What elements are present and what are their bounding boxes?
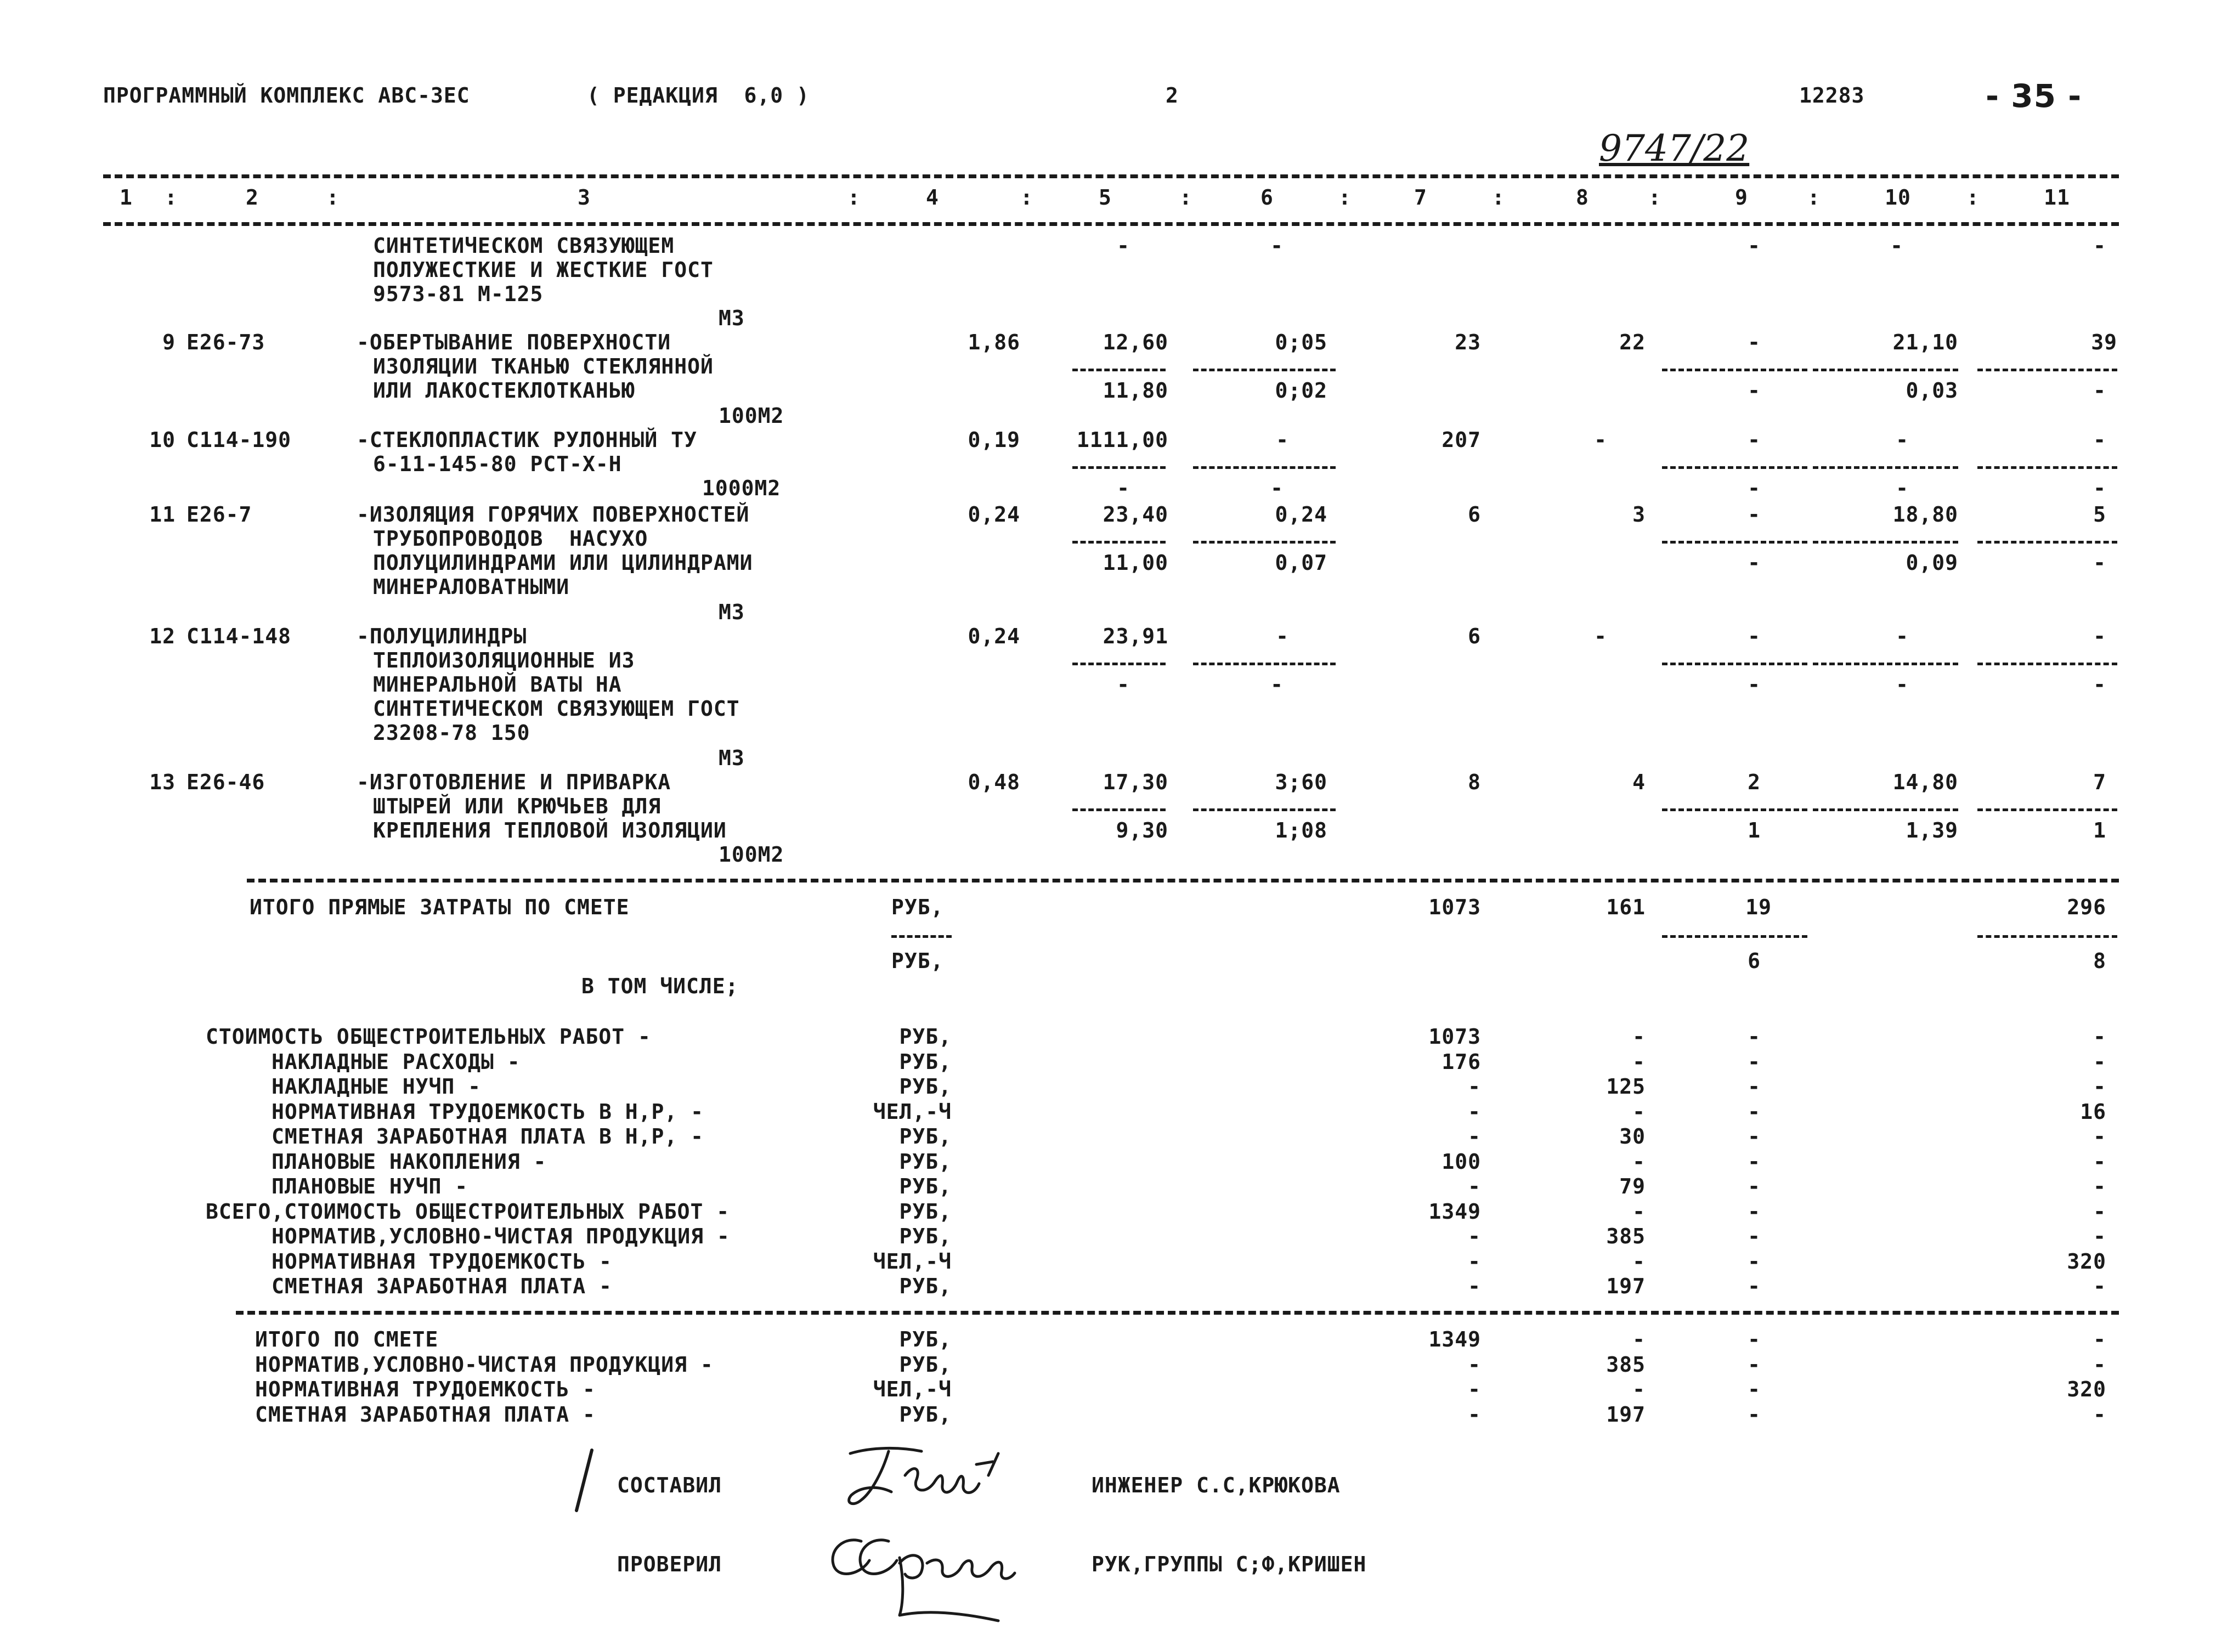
summary-col9: - <box>1748 1124 1761 1149</box>
subvalue-rule <box>891 935 952 938</box>
summary-col8: - <box>1632 1199 1646 1224</box>
summary-label: ПЛАНОВЫЕ НУЧП - <box>272 1174 468 1198</box>
totals-col11: - <box>2093 1327 2106 1351</box>
summary-unit: ЧЕЛ,-Ч <box>873 1099 952 1124</box>
summary-col8: 79 <box>1619 1174 1646 1198</box>
cell-col7: 207 <box>1441 428 1481 452</box>
subvalue-rule <box>1193 808 1336 811</box>
page-number: - 35 - <box>1986 77 2082 115</box>
summary-col7: 1349 <box>1428 1199 1481 1224</box>
direct-total-label: ИТОГО ПРЯМЫЕ ЗАТРАТЫ ПО СМЕТЕ <box>250 895 630 919</box>
totals-label: НОРМАТИВНАЯ ТРУДОЕМКОСТЬ - <box>255 1377 596 1401</box>
subvalue-rule <box>1072 663 1166 665</box>
cell-col9-sub: - <box>1748 378 1761 403</box>
row-code: Е26-46 <box>186 770 265 794</box>
cell-col9: - <box>1748 502 1761 527</box>
subvalue-rule <box>1977 935 2117 938</box>
subvalue-rule <box>1813 663 1958 665</box>
summary-col8: - <box>1632 1025 1646 1049</box>
summary-unit: РУБ, <box>899 1274 952 1298</box>
cell-quantity: 0,48 <box>968 770 1020 794</box>
subvalue-rule <box>1977 466 2117 469</box>
summary-label: СМЕТНАЯ ЗАРАБОТНАЯ ПЛАТА В Н,Р, - <box>272 1124 704 1149</box>
summary-col11: - <box>2093 1049 2106 1074</box>
row-description-line: 23208-78 150 <box>373 721 530 745</box>
cell-col5: 17,30 <box>1103 770 1168 794</box>
row-description-line: СИНТЕТИЧЕСКОМ СВЯЗУЮЩЕМ <box>373 234 675 258</box>
cell-col5: 1111,00 <box>1076 428 1168 452</box>
row-description-line: СИНТЕТИЧЕСКОМ СВЯЗУЮЩЕМ ГОСТ <box>373 697 740 721</box>
row-number: 13 <box>149 770 176 794</box>
row-unit-below: 100М2 <box>719 842 784 867</box>
direct-total-col11-sub: 8 <box>2093 949 2106 973</box>
totals-label: НОРМАТИВ,УСЛОВНО-ЧИСТАЯ ПРОДУКЦИЯ - <box>255 1352 714 1377</box>
totals-col8: - <box>1632 1327 1646 1351</box>
summary-col8: 197 <box>1606 1274 1646 1298</box>
summary-col11: - <box>2093 1025 2106 1049</box>
summary-col11: - <box>2093 1174 2106 1198</box>
subvalue-rule <box>1813 466 1958 469</box>
cell-col8: - <box>1594 624 1607 648</box>
row-description-line: ПОЛУЦИЛИНДРАМИ ИЛИ ЦИЛИНДРАМИ <box>373 551 753 575</box>
cell-col8: - <box>1594 428 1607 452</box>
cell-col5-sub: 11,80 <box>1103 378 1168 403</box>
direct-total-col11: 296 <box>2067 895 2106 919</box>
subvalue-rule <box>1813 541 1958 544</box>
column-header-3: 3 <box>578 185 591 210</box>
cell-col5: 23,91 <box>1103 624 1168 648</box>
cell-col6-sub: 0;02 <box>1275 378 1327 403</box>
cell-col5: 12,60 <box>1103 330 1168 354</box>
summary-unit: РУБ, <box>899 1224 952 1248</box>
row-description-line: 6-11-145-80 РСТ-Х-Н <box>373 452 622 476</box>
cell-col11: 7 <box>2093 770 2106 794</box>
summary-label: НОРМАТИВНАЯ ТРУДОЕМКОСТЬ - <box>272 1249 612 1274</box>
direct-total-unit-sub: РУБ, <box>891 949 944 973</box>
cell-col11-sub: - <box>2093 551 2106 575</box>
summary-col8: 385 <box>1606 1224 1646 1248</box>
cell-col6: - <box>1270 234 1284 258</box>
row-description-line: ТРУБОПРОВОДОВ НАСУХО <box>373 527 648 551</box>
row-number: 12 <box>149 624 176 648</box>
cell-col10-sub: 0,09 <box>1906 551 1958 575</box>
summary-col9: - <box>1748 1274 1761 1298</box>
cell-col9: - <box>1748 234 1761 258</box>
column-header-7: 7 <box>1414 185 1427 210</box>
sheet-number: 2 <box>1166 83 1179 108</box>
column-separator: : <box>1807 185 1821 210</box>
row-number: 9 <box>162 330 176 354</box>
totals-label: СМЕТНАЯ ЗАРАБОТНАЯ ПЛАТА - <box>255 1402 596 1427</box>
direct-total-unit: РУБ, <box>891 895 944 919</box>
cell-col11: - <box>2093 428 2106 452</box>
cell-quantity: 0,24 <box>968 624 1020 648</box>
summary-col8: - <box>1632 1099 1646 1124</box>
column-header-5: 5 <box>1099 185 1112 210</box>
checker-signature <box>817 1519 1037 1623</box>
summary-col7: - <box>1468 1224 1481 1248</box>
cell-col11-sub: - <box>2093 378 2106 403</box>
totals-col11: - <box>2093 1402 2106 1427</box>
summary-unit: РУБ, <box>899 1174 952 1198</box>
cell-col10: - <box>1896 624 1909 648</box>
totals-col8: 385 <box>1606 1352 1646 1377</box>
summary-col7: 176 <box>1441 1049 1481 1074</box>
subvalue-rule <box>1662 808 1807 811</box>
cell-col9: - <box>1748 330 1761 354</box>
cell-col9-sub: - <box>1748 551 1761 575</box>
cell-col6-sub: - <box>1270 476 1284 500</box>
row-description-line: ШТЫРЕЙ ИЛИ КРЮЧЬЕВ ДЛЯ <box>373 794 662 818</box>
cell-col9: - <box>1748 428 1761 452</box>
cell-col5: 23,40 <box>1103 502 1168 527</box>
totals-unit: РУБ, <box>899 1352 952 1377</box>
cell-col7: 6 <box>1468 624 1481 648</box>
summary-unit: РУБ, <box>899 1149 952 1174</box>
summary-unit: РУБ, <box>899 1025 952 1049</box>
summary-label: СТОИМОСТЬ ОБЩЕСТРОИТЕЛЬНЫХ РАБОТ - <box>206 1025 651 1049</box>
row-description-line: 9573-81 М-125 <box>373 282 544 306</box>
cell-col11: 5 <box>2093 502 2106 527</box>
row-description-line: МИНЕРАЛЬНОЙ ВАТЫ НА <box>373 672 622 697</box>
summary-label: СМЕТНАЯ ЗАРАБОТНАЯ ПЛАТА - <box>272 1274 612 1298</box>
cell-col10: 18,80 <box>1892 502 1958 527</box>
column-separators: : <box>165 185 178 210</box>
cell-col9: 2 <box>1748 770 1761 794</box>
summary-unit: РУБ, <box>899 1049 952 1074</box>
cell-col6: 3;60 <box>1275 770 1327 794</box>
summary-col8: 125 <box>1606 1074 1646 1099</box>
cell-quantity: 0,19 <box>968 428 1020 452</box>
summary-col8: - <box>1632 1149 1646 1174</box>
summary-col7: - <box>1468 1249 1481 1274</box>
summary-unit: РУБ, <box>899 1074 952 1099</box>
compiled-by: ИНЖЕНЕР С.С,КРЮКОВА <box>1092 1473 1341 1497</box>
summary-col9: - <box>1748 1049 1761 1074</box>
cell-col10: - <box>1890 234 1903 258</box>
cell-col7: 6 <box>1468 502 1481 527</box>
summary-col11: 16 <box>2080 1099 2106 1124</box>
subvalue-rule <box>1977 808 2117 811</box>
cell-col10-sub: - <box>1896 672 1909 697</box>
cell-col8: 3 <box>1632 502 1646 527</box>
cell-col6: - <box>1276 624 1289 648</box>
checked-by: РУК,ГРУППЫ С;Ф,КРИШЕН <box>1092 1552 1367 1576</box>
summary-unit: РУБ, <box>899 1124 952 1149</box>
cell-col10: - <box>1896 428 1909 452</box>
subvalue-rule <box>1193 663 1336 665</box>
totals-col9: - <box>1748 1402 1761 1427</box>
cell-col10: 21,10 <box>1892 330 1958 354</box>
cell-col11: 39 <box>2091 330 2117 354</box>
summary-label: ВСЕГО,СТОИМОСТЬ ОБЩЕСТРОИТЕЛЬНЫХ РАБОТ - <box>206 1199 730 1224</box>
subvalue-rule <box>1662 541 1807 544</box>
summary-col9: - <box>1748 1224 1761 1248</box>
column-header-11: 11 <box>2044 185 2070 210</box>
totals-col9: - <box>1748 1327 1761 1351</box>
summary-label: НАКЛАДНЫЕ РАСХОДЫ - <box>272 1049 521 1074</box>
totals-col7: - <box>1468 1377 1481 1401</box>
checked-label: ПРОВЕРИЛ <box>617 1552 722 1576</box>
cell-col6: - <box>1276 428 1289 452</box>
summary-col9: - <box>1748 1174 1761 1198</box>
totals-col7: 1349 <box>1428 1327 1481 1351</box>
row-description-line: ИЗОЛЯЦИИ ТКАНЬЮ СТЕКЛЯННОЙ <box>373 354 714 378</box>
cell-col11-sub: - <box>2093 672 2106 697</box>
totals-col9: - <box>1748 1352 1761 1377</box>
including-label: В ТОМ ЧИСЛЕ; <box>581 974 739 998</box>
row-description-line: -ИЗОЛЯЦИЯ ГОРЯЧИХ ПОВЕРХНОСТЕЙ <box>357 502 750 527</box>
cell-col5-sub: 11,00 <box>1103 551 1168 575</box>
summary-col7: 100 <box>1441 1149 1481 1174</box>
row-description-line: -ОБЕРТЫВАНИЕ ПОВЕРХНОСТИ <box>357 330 671 354</box>
row-description-line: ТЕПЛОИЗОЛЯЦИОННЫЕ ИЗ <box>373 648 635 672</box>
subvalue-rule <box>1072 466 1166 469</box>
subvalue-rule <box>1662 935 1807 938</box>
cell-col10-sub: 1,39 <box>1906 818 1958 842</box>
direct-total-col7: 1073 <box>1428 895 1481 919</box>
totals-col7: - <box>1468 1402 1481 1427</box>
cell-col9: - <box>1748 624 1761 648</box>
totals-col9: - <box>1748 1377 1761 1401</box>
column-separator: : <box>326 185 340 210</box>
row-unit-above: М3 <box>719 306 745 330</box>
row-number: 11 <box>149 502 176 527</box>
summary-col9: - <box>1748 1249 1761 1274</box>
subvalue-rule <box>1977 369 2117 371</box>
row-description-line: ИЛИ ЛАКОСТЕКЛОТКАНЬЮ <box>373 378 635 403</box>
totals-label: ИТОГО ПО СМЕТЕ <box>255 1327 439 1351</box>
summary-col11: - <box>2093 1199 2106 1224</box>
summary-col11: 320 <box>2067 1249 2106 1274</box>
column-header-4: 4 <box>926 185 939 210</box>
row-description-line: КРЕПЛЕНИЯ ТЕПЛОВОЙ ИЗОЛЯЦИИ <box>373 818 727 842</box>
subvalue-rule <box>1072 369 1166 371</box>
cell-col5-sub: - <box>1117 672 1130 697</box>
row-unit-above: М3 <box>719 746 745 770</box>
totals-col8: 197 <box>1606 1402 1646 1427</box>
totals-col11: 320 <box>2067 1377 2106 1401</box>
row-description-line: -ИЗГОТОВЛЕНИЕ И ПРИВАРКА <box>357 770 671 794</box>
cell-col8: 4 <box>1632 770 1646 794</box>
totals-col11: - <box>2093 1352 2106 1377</box>
cell-col11: - <box>2093 234 2106 258</box>
summary-col7: 1073 <box>1428 1025 1481 1049</box>
subvalue-rule <box>1662 663 1807 665</box>
subvalue-rule <box>1662 369 1807 371</box>
slash-mark <box>573 1448 595 1514</box>
column-separator: : <box>1338 185 1352 210</box>
cell-col11: - <box>2093 624 2106 648</box>
cell-col11-sub: - <box>2093 476 2106 500</box>
cell-col6: 0,24 <box>1275 502 1327 527</box>
totals-unit: РУБ, <box>899 1327 952 1351</box>
row-code: Е26-7 <box>186 502 252 527</box>
summary-col11: - <box>2093 1124 2106 1149</box>
summary-col11: - <box>2093 1074 2106 1099</box>
summary-col9: - <box>1748 1099 1761 1124</box>
cell-col11-sub: 1 <box>2093 818 2106 842</box>
cell-quantity: 1,86 <box>968 330 1020 354</box>
subvalue-rule <box>1813 369 1958 371</box>
cell-col9-sub: - <box>1748 476 1761 500</box>
cell-col5: - <box>1117 234 1130 258</box>
summary-label: НОРМАТИВНАЯ ТРУДОЕМКОСТЬ В Н,Р, - <box>272 1099 704 1124</box>
row-description-line: ПОЛУЖЕСТКИЕ И ЖЕСТКИЕ ГОСТ <box>373 258 714 282</box>
summary-col8: - <box>1632 1249 1646 1274</box>
compiler-signature <box>839 1442 1020 1514</box>
summary-col9: - <box>1748 1199 1761 1224</box>
cell-col5-sub: 9,30 <box>1116 818 1168 842</box>
subvalue-rule <box>1977 663 2117 665</box>
cell-col10: 14,80 <box>1892 770 1958 794</box>
summary-unit: РУБ, <box>899 1199 952 1224</box>
summary-col9: - <box>1748 1025 1761 1049</box>
cell-col8: 22 <box>1619 330 1646 354</box>
summary-col8: - <box>1632 1049 1646 1074</box>
summary-col7: - <box>1468 1274 1481 1298</box>
cell-col7: 8 <box>1468 770 1481 794</box>
cell-col6: 0;05 <box>1275 330 1327 354</box>
subvalue-rule <box>1662 466 1807 469</box>
summary-col11: - <box>2093 1274 2106 1298</box>
column-separator: : <box>1179 185 1192 210</box>
subvalue-rule <box>1977 541 2117 544</box>
row-unit-above: 100М2 <box>719 404 784 428</box>
totals-unit: ЧЕЛ,-Ч <box>873 1377 952 1401</box>
subvalue-rule <box>1193 466 1336 469</box>
summary-label: НОРМАТИВ,УСЛОВНО-ЧИСТАЯ ПРОДУКЦИЯ - <box>272 1224 730 1248</box>
column-header-10: 10 <box>1885 185 1911 210</box>
cell-col6-sub: 0,07 <box>1275 551 1327 575</box>
summary-label: ПЛАНОВЫЕ НАКОПЛЕНИЯ - <box>272 1149 547 1174</box>
row-number: 10 <box>149 428 176 452</box>
summary-bottom-rule <box>236 1311 2119 1315</box>
edition-label: ( РЕДАКЦИЯ 6,0 ) <box>587 83 810 108</box>
summary-col7: - <box>1468 1074 1481 1099</box>
column-header-8: 8 <box>1576 185 1589 210</box>
subvalue-rule <box>1813 808 1958 811</box>
summary-col7: - <box>1468 1124 1481 1149</box>
row-description-line: МИНЕРАЛОВАТНЫМИ <box>373 575 570 599</box>
row-code: С114-190 <box>186 428 292 452</box>
program-name: ПРОГРАММНЫЙ КОМПЛЕКС АВС-3ЕС <box>103 83 470 108</box>
subvalue-rule <box>1193 541 1336 544</box>
row-unit-above: М3 <box>719 600 745 624</box>
cell-col10-sub: - <box>1896 476 1909 500</box>
cell-col9-sub: 1 <box>1748 818 1761 842</box>
subvalue-rule <box>1072 541 1166 544</box>
totals-unit: РУБ, <box>899 1402 952 1427</box>
cell-quantity: 0,24 <box>968 502 1020 527</box>
summary-col7: - <box>1468 1099 1481 1124</box>
cell-col10-sub: 0,03 <box>1906 378 1958 403</box>
subvalue-rule <box>1072 808 1166 811</box>
direct-total-col9: 19 <box>1745 895 1772 919</box>
header-bottom-rule <box>103 222 2119 226</box>
summary-col8: 30 <box>1619 1124 1646 1149</box>
cell-col6-sub: - <box>1270 672 1284 697</box>
column-separator: : <box>1020 185 1033 210</box>
totals-col8: - <box>1632 1377 1646 1401</box>
cell-col7: 23 <box>1455 330 1481 354</box>
row-description-line: -ПОЛУЦИЛИНДРЫ <box>357 624 527 648</box>
cell-col9-sub: - <box>1748 672 1761 697</box>
column-separator: : <box>1648 185 1661 210</box>
summary-unit: ЧЕЛ,-Ч <box>873 1249 952 1274</box>
column-header-9: 9 <box>1735 185 1748 210</box>
row-unit-below: 1000М2 <box>702 476 781 500</box>
summary-col11: - <box>2093 1224 2106 1248</box>
summary-col9: - <box>1748 1074 1761 1099</box>
column-header-1: 1 <box>120 185 133 210</box>
cell-col6-sub: 1;08 <box>1275 818 1327 842</box>
summary-col11: - <box>2093 1149 2106 1174</box>
column-header-2: 2 <box>246 185 259 210</box>
totals-col7: - <box>1468 1352 1481 1377</box>
row-description-line: -СТЕКЛОПЛАСТИК РУЛОННЫЙ ТУ <box>357 428 697 452</box>
summary-col7: - <box>1468 1174 1481 1198</box>
direct-total-col9-sub: 6 <box>1748 949 1761 973</box>
column-header-6: 6 <box>1260 185 1274 210</box>
cell-col5-sub: - <box>1117 476 1130 500</box>
direct-total-top-rule <box>247 879 2119 882</box>
compiled-label: СОСТАВИЛ <box>617 1473 722 1497</box>
summary-col9: - <box>1748 1149 1761 1174</box>
column-separator: : <box>1492 185 1505 210</box>
summary-label: НАКЛАДНЫЕ НУЧП - <box>272 1074 482 1099</box>
subvalue-rule <box>1193 369 1336 371</box>
direct-total-col8: 161 <box>1606 895 1646 919</box>
row-code: Е26-73 <box>186 330 265 354</box>
column-separator: : <box>847 185 861 210</box>
column-separator: : <box>1966 185 1980 210</box>
header-top-rule <box>103 174 2119 178</box>
document-code: 12283 <box>1799 83 1865 108</box>
row-code: С114-148 <box>186 624 292 648</box>
handwritten-reference: 9747/22 <box>1599 127 1750 169</box>
